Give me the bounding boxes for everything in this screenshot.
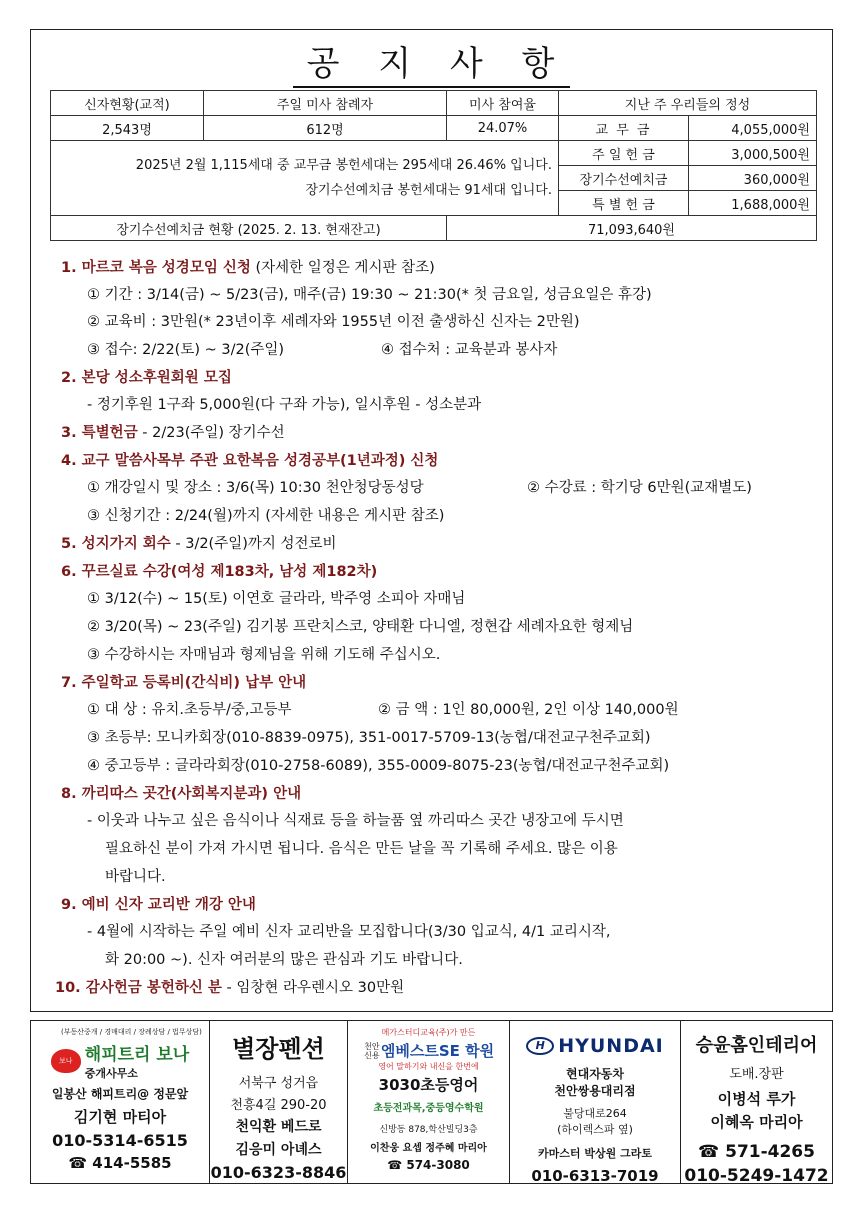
header-giving: 지난 주 우리들의 정성	[559, 91, 817, 116]
ad-sub: 천안쌍용대리점	[554, 1084, 636, 1098]
section-4	[61, 449, 438, 470]
hyundai-logo-icon: H	[526, 1037, 554, 1055]
section-heading	[61, 536, 171, 552]
list-item: ② 3/20(목) ~ 23(주일) 김기봉 프란치스코, 양태환 다니엘, 정현갑 세례자요한 형제님	[87, 619, 634, 635]
ad-tagline: (부동산중개 / 경매대리 / 장례상담 / 법무상담)	[61, 1028, 202, 1036]
section-num: 3.	[61, 425, 77, 441]
section-num: 9.	[61, 897, 77, 913]
section-1	[61, 256, 435, 277]
section-heading	[61, 786, 301, 802]
giving-label: 특 별 헌 금	[559, 191, 689, 216]
summary-line: 장기수선예치금 봉헌세대는 91세대 입니다.	[305, 183, 552, 198]
list-item: ③ 신청기간 : 2/24(월)까지 (자세한 내용은 게시판 참조)	[87, 508, 445, 524]
giving-label: 주 일 헌 금	[559, 141, 689, 166]
ad-person: 천익환 베드로	[235, 1119, 322, 1135]
section-num: 1.	[61, 260, 77, 276]
section-7	[61, 671, 306, 692]
header-rate: 미사 참여율	[447, 91, 559, 116]
list-item: ① 기간 : 3/14(금) ~ 5/23(금), 매주(금) 19:30 ~ 21:30(* 첫 금요일, 성금요일은 휴강)	[87, 287, 652, 303]
list-item: ④ 접수처 : 교육분과 봉사자	[381, 342, 558, 358]
section-num: 4.	[61, 453, 77, 469]
section-num: 5.	[61, 536, 77, 552]
list-item: 화 20:00 ~). 신자 여러분의 많은 관심과 기도 바랍니다.	[105, 952, 463, 968]
page-title	[31, 36, 832, 85]
rate-value: 24.07%	[447, 116, 559, 141]
ad-happytree	[31, 1021, 210, 1183]
deposit-value: 71,093,640원	[447, 216, 817, 241]
header-believers: 신자현황(교적)	[51, 91, 204, 116]
ad-phone: ☎ 571-4265	[698, 1142, 815, 1162]
section-title: 예비 신자 교리반 개강 안내	[81, 897, 256, 913]
ad-name2: 3030초등영어	[378, 1076, 479, 1094]
mass-count: 612명	[204, 116, 447, 141]
ad-person: 이찬웅 요셉 정주혜 마리아	[370, 1143, 487, 1154]
section-title: 마르코 복음 성경모임 신청	[81, 260, 251, 276]
ad-person: 이병석 루가	[717, 1090, 796, 1108]
section-heading	[55, 980, 222, 996]
ad-address: 신방동 878,학산빌딩3층	[379, 1125, 478, 1135]
header-mass: 주일 미사 참례자	[204, 91, 447, 116]
section-num: 8.	[61, 786, 77, 802]
heart-logo-icon: 보나	[51, 1049, 81, 1073]
believers-count: 2,543명	[51, 116, 204, 141]
section-num: 10.	[55, 980, 81, 996]
ads-bar	[30, 1020, 833, 1184]
deposit-label: 장기수선예치금 현황 (2025. 2. 13. 현재잔고)	[51, 216, 447, 241]
summary-cell	[51, 141, 559, 216]
ad-address: 불당대로264	[563, 1107, 627, 1120]
list-item: ① 대 상 : 유치.초등부/중,고등부	[87, 702, 292, 718]
list-item: 필요하신 분이 가져 가시면 됩니다. 음식은 만든 날을 꼭 기록해 주세요. 많은 이용	[105, 841, 618, 857]
giving-amount: 360,000원	[689, 166, 817, 191]
ad-hyundai	[510, 1021, 681, 1183]
section-heading	[61, 564, 377, 580]
section-5	[61, 532, 337, 553]
section-title: 교구 말씀사목부 주관 요한복음 성경공부(1년과정) 신청	[81, 453, 439, 469]
ad-person: 김응미 아녜스	[235, 1142, 322, 1158]
list-item: 바랍니다.	[105, 869, 166, 885]
ad-pension	[210, 1021, 348, 1183]
section-num: 2.	[61, 370, 77, 386]
ad-name: 해피트리 보나	[84, 1045, 190, 1065]
list-item: ④ 중고등부 : 글라라회장(010-2758-6089), 355-0009-8075-23(농협/대전교구천주교회)	[87, 758, 670, 774]
ad-sub: 중개사무소	[84, 1067, 138, 1080]
ad-address: 천흥4길 290-20	[230, 1098, 327, 1113]
section-heading	[61, 453, 438, 469]
section-heading	[61, 425, 138, 441]
section-8	[61, 782, 301, 803]
ad-name: 엠베스트SE 학원	[380, 1042, 495, 1060]
ad-name: 승윤홈인테리어	[695, 1035, 818, 1056]
list-item: - 정기후원 1구좌 5,000원(다 구좌 가능), 일시후원 - 성소분과	[87, 397, 482, 413]
section-rest: - 2/23(주일) 장기수선	[137, 425, 285, 441]
list-item: - 이웃과 나누고 싶은 음식이나 식재료 등을 하늘품 옆 까리따스 곳간 냉장고에 두시면	[87, 813, 624, 829]
section-2	[61, 366, 232, 387]
list-item: ③ 접수: 2/22(토) ~ 3/2(주일)	[87, 342, 285, 358]
giving-amount: 4,055,000원	[689, 116, 817, 141]
giving-amount: 3,000,500원	[689, 141, 817, 166]
section-10	[55, 976, 404, 997]
summary-line: 2025년 2월 1,115세대 중 교무금 봉헌세대는 295세대 26.46% 입니다.	[135, 158, 552, 173]
giving-label: 장기수선예치금	[559, 166, 689, 191]
ad-phone: ☎ 574-3080	[387, 1158, 470, 1172]
list-item: ③ 수강하시는 자매님과 형제님을 위해 기도해 주십시오.	[87, 647, 441, 663]
ad-address: (하이렉스파 옆)	[557, 1123, 633, 1136]
section-num: 6.	[61, 564, 77, 580]
ad-location: 일봉산 해피트리@ 정문앞	[51, 1087, 189, 1101]
ad-name: 현대자동차	[566, 1067, 624, 1081]
ad-academy	[348, 1021, 510, 1183]
list-item: - 4월에 시작하는 주일 예비 신자 교리반을 모집합니다(3/30 입교식, 4/1 교리시작,	[87, 924, 611, 940]
giving-label: 교 무 금	[559, 116, 689, 141]
section-heading	[61, 260, 251, 276]
ad-interior	[681, 1021, 832, 1183]
section-3	[61, 421, 285, 442]
section-6	[61, 560, 377, 581]
giving-amount: 1,688,000원	[689, 191, 817, 216]
section-title: 성지가지 회수	[81, 536, 171, 552]
list-item: ① 3/12(수) ~ 15(토) 이연호 글라라, 박주영 소피아 자매님	[87, 591, 466, 607]
section-9	[61, 893, 256, 914]
ad-phone: 010-6323-8846	[210, 1163, 347, 1182]
ad-sub: 초등전과목,중등영수학원	[373, 1103, 484, 1114]
section-title: 주일학교 등록비(간식비) 납부 안내	[81, 675, 307, 691]
section-title: 감사헌금 봉헌하신 분	[85, 980, 222, 996]
ad-address: 서북구 성거읍	[238, 1076, 319, 1091]
list-item: ② 수강료 : 학기당 6만원(교재별도)	[527, 480, 752, 496]
ad-slogan: 영어 말하기와 내신을 한번에	[378, 1062, 479, 1071]
ad-person: 김기현 마티아	[73, 1108, 167, 1126]
notice-frame	[30, 29, 833, 1012]
ad-person: 이혜옥 마리아	[710, 1113, 803, 1131]
section-rest: (자세한 일정은 게시판 참조)	[250, 260, 435, 276]
section-heading	[61, 370, 232, 386]
section-heading	[61, 675, 306, 691]
section-title: 본당 성소후원회원 모집	[81, 370, 232, 386]
section-num: 7.	[61, 675, 77, 691]
section-title: 특별헌금	[81, 425, 138, 441]
ad-phone: 010-5249-1472	[684, 1166, 829, 1183]
section-rest: - 3/2(주일)까지 성전로비	[170, 536, 337, 552]
ad-phone: 010-5314-6515	[52, 1131, 188, 1150]
section-rest: - 임창현 라우렌시오 30만원	[221, 980, 405, 996]
ad-person: 카마스터 박상원 그라토	[538, 1147, 652, 1160]
ad-brand: HYUNDAI	[558, 1035, 664, 1057]
ad-name: 별장펜션	[232, 1034, 325, 1063]
section-heading	[61, 897, 256, 913]
ad-phone: 010-6313-7019	[531, 1167, 659, 1183]
ad-top: 메가스터디교육(주)가 만든	[381, 1028, 476, 1037]
stats-table	[50, 90, 817, 241]
list-item: ② 금 액 : 1인 80,000원, 2인 이상 140,000원	[378, 702, 679, 718]
page-title-text: 공 지 사 항	[293, 44, 571, 88]
section-title: 까리따스 곳간(사회복지분과) 안내	[81, 786, 302, 802]
list-item: ③ 초등부: 모니카회장(010-8839-0975), 351-0017-5709-13(농협/대전교구천주교회)	[87, 730, 651, 746]
section-title: 꾸르실료 수강(여성 제183차, 남성 제182차)	[81, 564, 378, 580]
ad-sub: 도배.장판	[729, 1067, 784, 1082]
list-item: ② 교육비 : 3만원(* 23년이후 세례자와 1955년 이전 출생하신 신자는 2만원)	[87, 314, 580, 330]
ad-brand-small: 천안 신용	[364, 1041, 380, 1060]
ad-phone: ☎ 414-5585	[68, 1154, 172, 1172]
list-item: ① 개강일시 및 장소 : 3/6(목) 10:30 천안청당동성당	[87, 480, 424, 496]
